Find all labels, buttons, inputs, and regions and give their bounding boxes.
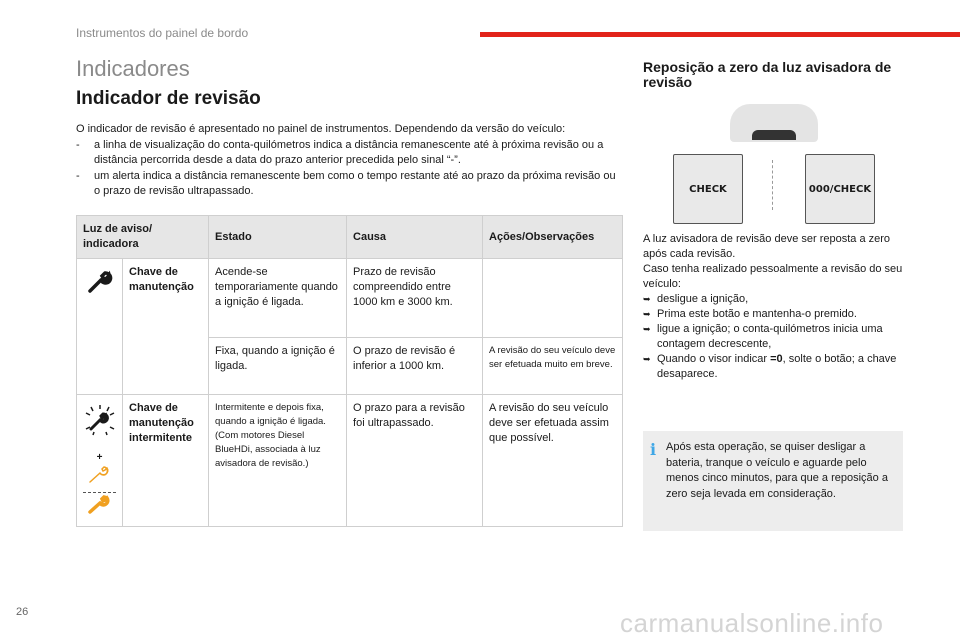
display-zero-check: 000/CHECK <box>805 154 875 224</box>
header-accent-bar <box>480 32 960 37</box>
wrench-outline-icon <box>86 465 114 485</box>
plus-sign: + <box>96 452 103 463</box>
wrench-icon <box>87 269 113 295</box>
table-header-cell: Ações/Observações <box>483 216 623 259</box>
table-cell: O prazo para a revisão foi ultrapassado. <box>347 395 483 527</box>
table-header-cell: Luz de aviso/ indicadora <box>77 216 209 259</box>
intro-text <box>76 122 624 200</box>
intro-bullet: - um alerta indica a distância remanescente bem como o tempo restante até ao prazo da próxima revisão ou o prazo de revisão ultrapassado. <box>76 169 616 197</box>
reset-instructions <box>643 232 908 382</box>
step-item: ➥ Prima este botão e mantenha-o premido. <box>643 308 857 320</box>
table-cell: A revisão do seu veículo deve ser efetuada assim que possível. <box>483 395 623 527</box>
table-cell: O prazo de revisão é inferior a 1000 km. <box>347 338 483 395</box>
page-title: Indicadores <box>76 56 190 81</box>
intro-paragraph: O indicador de revisão é apresentado no painel de instrumentos. Dependendo da versão do veículo: <box>76 123 566 135</box>
indicator-label: Chave de manutenção intermitente <box>123 395 209 527</box>
page-number: 26 <box>16 606 29 618</box>
table-row <box>77 395 623 527</box>
reset-section-title: Reposição a zero da luz avisadora de revisão <box>643 59 892 90</box>
table-cell: A revisão do seu veículo deve ser efetuada muito em breve. <box>483 338 623 395</box>
table-header-cell: Causa <box>347 216 483 259</box>
table-cell: Fixa, quando a ignição é ligada. <box>209 338 347 395</box>
table-cell <box>483 259 623 338</box>
table-cell: Intermitente e depois fixa, quando a ignição é ligada. (Com motores Diesel BlueHDi, associada à luz avisadora de revisão.) <box>209 395 347 527</box>
step-item: ➥ desligue a ignição, <box>643 293 749 305</box>
flashing-wrench-icon <box>83 405 117 445</box>
divider-line <box>772 160 773 210</box>
table-header-row <box>77 216 623 259</box>
info-icon: i <box>650 440 657 459</box>
arrow-icon: ➥ <box>643 294 651 304</box>
reset-paragraph: A luz avisadora de revisão deve ser reposta a zero após cada revisão. <box>643 233 891 260</box>
step-item: ➥ Quando o visor indicar =0, solte o botão; a chave desaparece. <box>643 353 897 380</box>
step-item: ➥ ligue a ignição; o conta-quilómetros inicia uma contagem decrescente, <box>643 323 883 350</box>
arrow-icon: ➥ <box>643 354 651 364</box>
header-section-title: Instrumentos do painel de bordo <box>76 26 249 40</box>
arrow-icon: ➥ <box>643 309 651 319</box>
icon-divider <box>83 492 116 493</box>
note-text: Após esta operação, se quiser desligar a bateria, tranque o veículo e aguarde pelo menos cinco minutos, para que a reposição a zero seja levada em consideração. <box>666 441 888 500</box>
table-header-cell: Estado <box>209 216 347 259</box>
watermark: carmanualsonline.info <box>620 608 884 638</box>
indicator-label: Chave de manutenção <box>123 259 209 395</box>
table-cell: Prazo de revisão compreendido entre 1000 km e 3000 km. <box>347 259 483 338</box>
table-cell: Acende-se temporariamente quando a ignição é ligada. <box>209 259 347 338</box>
section-subtitle: Indicador de revisão <box>76 88 261 109</box>
intro-bullet: - a linha de visualização do conta-quilómetros indica a distância remanescente até à próxima revisão ou a distância percorrida desde a data do prazo anterior precedida pelo sinal “-”. <box>76 138 604 166</box>
arrow-icon: ➥ <box>643 324 651 334</box>
table-row <box>77 259 623 338</box>
indicator-table <box>76 215 623 527</box>
dashboard-display-illustration <box>752 130 796 140</box>
wrench-filled-icon <box>86 495 114 515</box>
reset-paragraph: Caso tenha realizado pessoalmente a revisão do seu veículo: <box>643 263 903 290</box>
icon-cell <box>77 259 123 395</box>
icon-cell <box>77 395 123 527</box>
display-check: CHECK <box>673 154 743 224</box>
